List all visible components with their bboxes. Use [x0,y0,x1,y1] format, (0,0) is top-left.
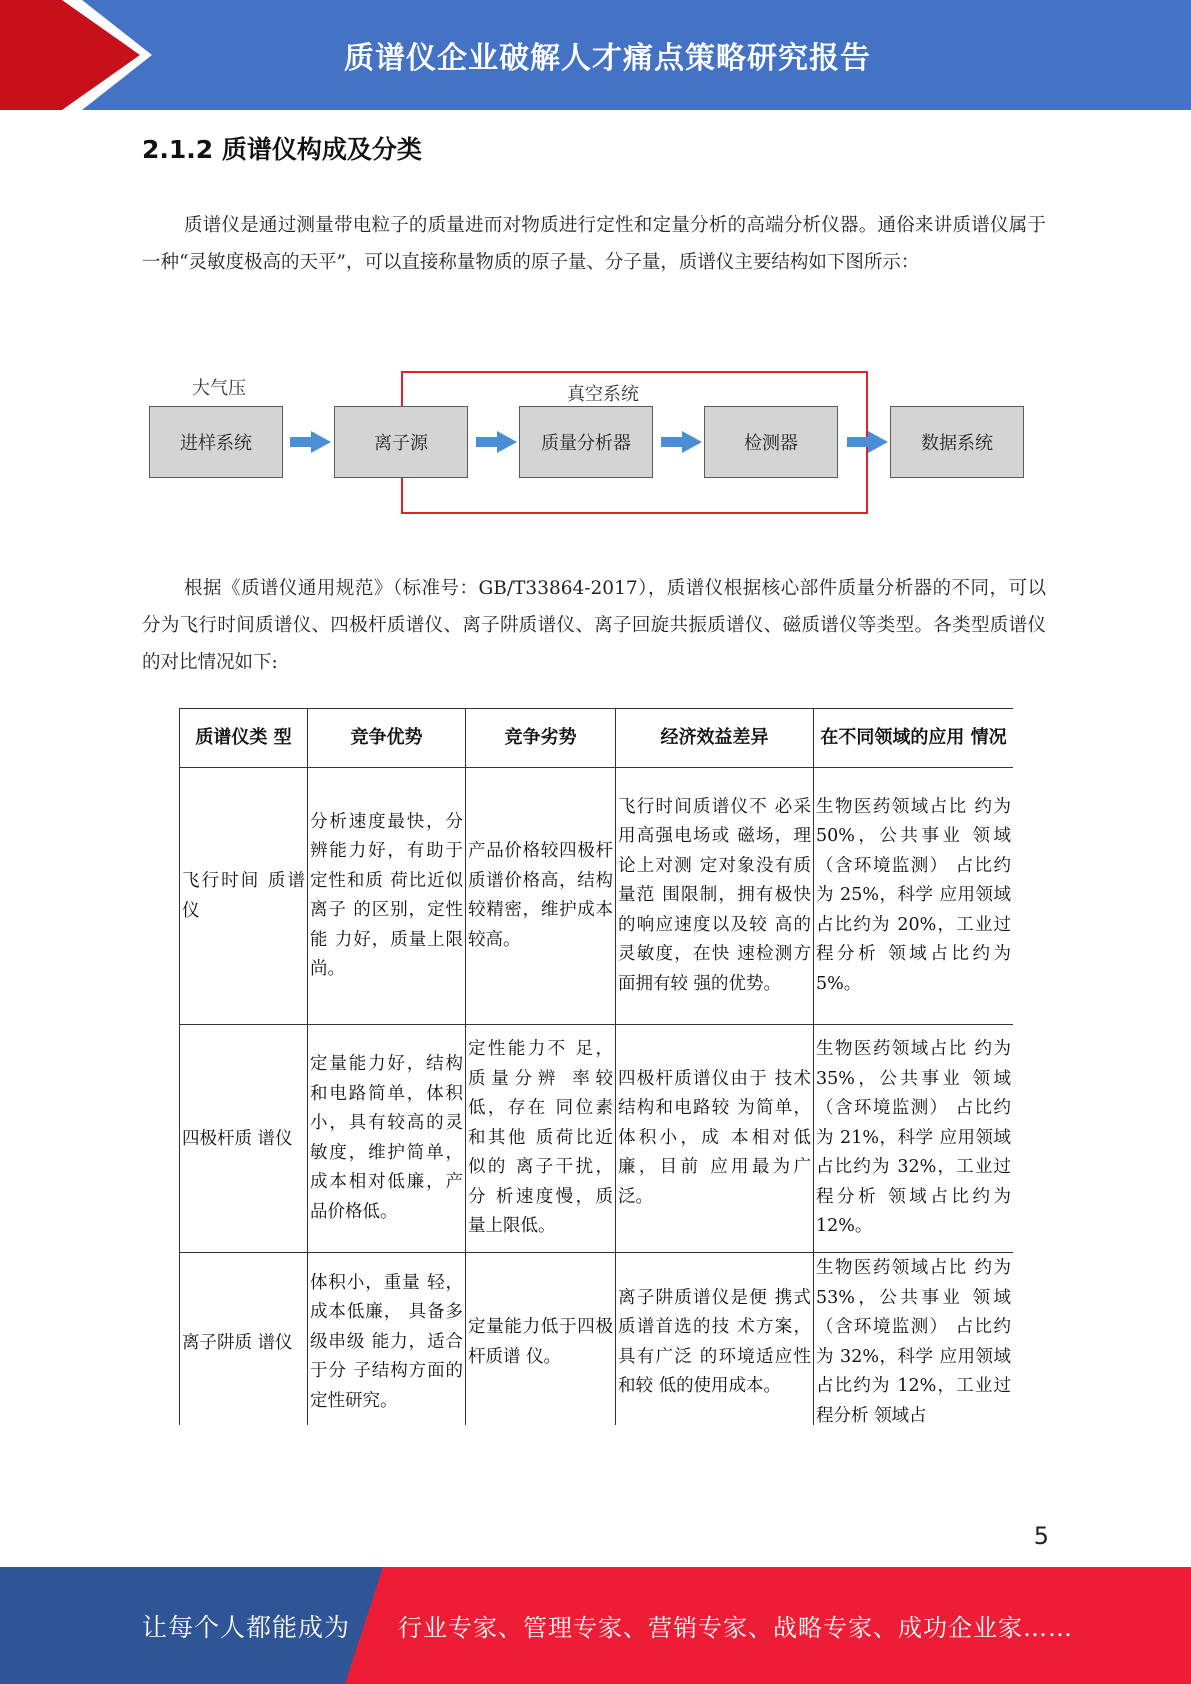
table-row [180,768,1014,1025]
table-row [180,1253,1014,1426]
atmosphere-label: 大气压 [192,378,246,399]
cell-advantages: 体积小，重量 轻，成本低廉， 具备多级串级 能力，适合于分 子结构方面的 定性研究。 [308,1253,466,1426]
table-row [180,1025,1014,1253]
section-heading: 2.1.2 质谱仪构成及分类 [142,135,422,164]
header-advantages: 竞争优势 [308,709,466,768]
cell-type: 四极杆质 谱仪 [180,1025,308,1253]
arrow-icon [290,431,331,453]
comparison-table-wrapper [179,708,1013,1425]
cell-type: 飞行时间 质谱仪 [180,768,308,1025]
cell-economic: 四极杆质谱仪由于 技术结构和电路较 为简单，体积小，成 本相对低廉，目前 应用最为广泛。 [616,1025,814,1253]
mass-spec-structure-diagram [140,360,1040,530]
flow-box-detector: 检测器 [704,406,838,478]
intro-paragraph: 质谱仪是通过测量带电粒子的质量进而对物质进行定性和定量分析的高端分析仪器。通俗来讲质谱仪属于一种“灵敏度极高的天平”，可以直接称量物质的原子量、分子量，质谱仪主要结构如下图所示： [142,215,1046,273]
header-type: 质谱仪类 型 [180,709,308,768]
footer-slogan-right: 行业专家、管理专家、营销专家、战略专家、成功企业家…… [398,1614,1073,1642]
flow-arrows [140,360,1040,530]
cell-disadvantages: 定性能力不 足，质量分辨 率较低，存在 同位素和其他 质荷比近似的 离子干扰，分 析速度慢，质 量上限低。 [466,1025,616,1253]
flow-box-data-system: 数据系统 [890,406,1024,478]
flow-box-sampling-system: 进样系统 [149,406,283,478]
cell-application: 生物医药领域占比 约为 50%，公共事业 领域（含环境监测） 占比约为 25%，科学 应用领域占比约为 20%，工业过程分析 领域占比约为 5%。 [814,768,1014,1025]
cell-economic: 飞行时间质谱仪不 必采用高强电场或 磁场，理论上对测 定对象没有质量范 围限制，拥有极快 的响应速度以及较 高的灵敏度，在快 速检测方面拥有较 强的优势。 [616,768,814,1025]
vacuum-system-label: 真空系统 [567,384,639,405]
header-economic-difference: 经济效益差异 [616,709,814,768]
cell-application: 生物医药领域占比 约为 35%，公共事业 领域（含环境监测） 占比约为 21%，科学 应用领域占比约为 32%，工业过程分析 领域占比约为 12%。 [814,1025,1014,1253]
flow-box-mass-analyzer: 质量分析器 [519,406,653,478]
comparison-table [179,708,1013,1425]
cell-application: 生物医药领域占比 约为 53%，公共事业 领域（含环境监测） 占比约为 32%，科学 应用领域占比约为 12%，工业过程分析 领域占 [814,1253,1014,1426]
header-application: 在不同领域的应用 情况 [814,709,1014,768]
flow-box-ion-source: 离子源 [334,406,468,478]
cell-advantages: 定量能力好，结构和电路简单，体积小，具有较高的灵敏度，维护简单，成本相对低廉，产品价格低。 [308,1025,466,1253]
arrow-icon [847,431,888,453]
arrow-icon [661,431,702,453]
footer-slogan-left: 让每个人都能成为 [142,1612,351,1642]
cell-disadvantages: 定量能力低于四极杆质谱 仪。 [466,1253,616,1426]
cell-economic: 离子阱质谱仪是便 携式质谱首选的技 术方案，具有广泛 的环境适应性和较 低的使用成本。 [616,1253,814,1426]
classification-paragraph: 根据《质谱仪通用规范》（标准号：GB/T33864-2017），质谱仪根据核心部件质量分析器的不同，可以分为飞行时间质谱仪、四极杆质谱仪、离子阱质谱仪、离子回旋共振质谱仪、磁质谱仪等类型。各类型质谱仪的对比情况如下: [142,578,1046,673]
table-header-row [180,709,1014,768]
header-disadvantages: 竞争劣势 [466,709,616,768]
cell-advantages: 分析速度最快，分辨能力好，有助于定性和质 荷比近似离子 的区别，定性能 力好，质量上限 尚。 [308,768,466,1025]
page-number: 5 [1033,1522,1049,1550]
arrow-icon [476,431,517,453]
cell-type: 离子阱质 谱仪 [180,1253,308,1426]
report-title: 质谱仪企业破解人才痛点策略研究报告 [344,41,871,76]
cell-disadvantages: 产品价格较四极杆质谱价格高，结构较精密，维护成本较高。 [466,768,616,1025]
